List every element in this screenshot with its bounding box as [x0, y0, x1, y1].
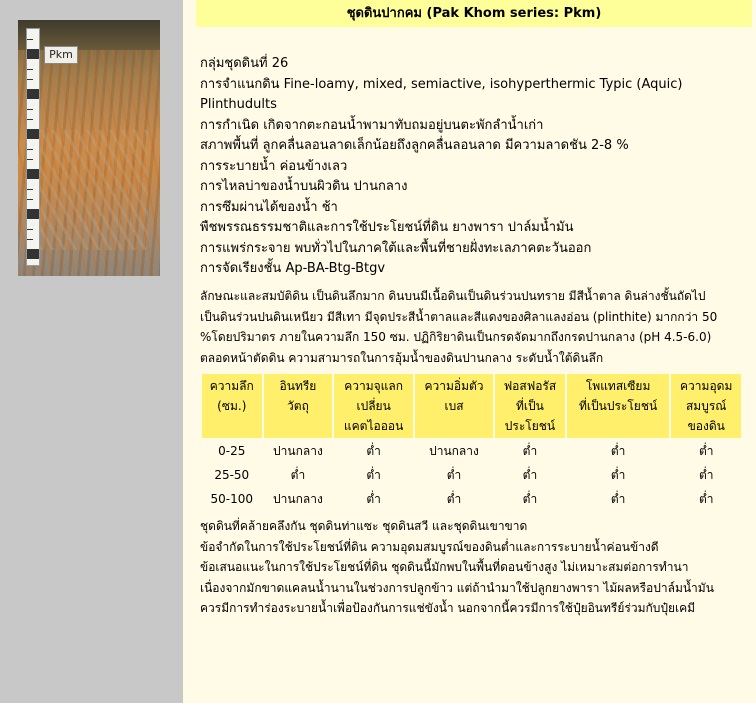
- measuring-tape-icon: [26, 28, 40, 266]
- header-potassium: โพแทสเซียม ที่เป็นประโยชน์: [567, 374, 670, 438]
- table-cell: ต่ำ: [415, 464, 493, 486]
- table-cell: ต่ำ: [671, 440, 741, 462]
- table-cell: ต่ำ: [415, 488, 493, 510]
- left-panel: [0, 0, 183, 703]
- table-cell: ปานกลาง: [415, 440, 493, 462]
- table-cell: ต่ำ: [495, 464, 565, 486]
- description-line: เป็นดินร่วนปนดินเหนียว มีสีเทา มีจุดประสีน้ำตาลและสีแดงของศิลาแลงอ่อน (plinthite) มากกว่า 50: [200, 309, 718, 324]
- info-line: การซึมผ่านได้ของน้ำ ช้า: [200, 199, 338, 215]
- table-cell: ต่ำ: [264, 464, 333, 486]
- info-line: การจัดเรียงชั้น Ap-BA-Btg-Btgv: [200, 261, 386, 276]
- plinthite-mottles: [28, 130, 148, 250]
- description-line: %โดยปริมาตร ภายในความลึก 150 ซม. ปฏิกิริยาดินเป็นกรดจัดมากถึงกรดปานกลาง (pH 4.5-6.0): [200, 330, 712, 344]
- table-cell: ต่ำ: [567, 464, 670, 486]
- table-cell: ต่ำ: [567, 488, 670, 510]
- notes-line: ข้อเสนอแนะในการใช้ประโยชน์ที่ดิน ชุดดินนี้มักพบในพื้นที่ดอนข้างสูง ไม่เหมาะสมต่อการทำนา: [200, 560, 689, 574]
- table-cell: ต่ำ: [671, 464, 741, 486]
- table-cell: ต่ำ: [334, 488, 413, 510]
- table-cell: 25-50: [202, 464, 262, 486]
- header-phosphorus: ฟอสฟอรัส ที่เป็น ประโยชน์: [495, 374, 565, 438]
- table-cell: ปานกลาง: [264, 440, 333, 462]
- table-cell: ต่ำ: [567, 440, 670, 462]
- table-row: [202, 464, 741, 486]
- page-title: ชุดดินปากคม (Pak Khom series: Pkm): [196, 0, 752, 27]
- description-line: ลักษณะและสมบัติดิน เป็นดินลึกมาก ดินบนมีเนื้อดินเป็นดินร่วนปนทราย มีสีน้ำตาล ดินล่างชั้นถัดไป: [200, 289, 706, 303]
- notes-line: ชุดดินที่คล้ายคลึงกัน ชุดดินท่าแซะ ชุดดินสวี และชุดดินเขาขาด: [200, 519, 528, 533]
- header-cec: ความจุแลก เปลี่ยน แคตไอออน: [334, 374, 413, 438]
- header-fertility: ความอุดม สมบูรณ์ ของดิน: [671, 374, 741, 438]
- table-cell: ต่ำ: [495, 488, 565, 510]
- info-line: การแพร่กระจาย พบทั่วไปในภาคใต้และพื้นที่ชายฝั่งทะเลภาคตะวันออก: [200, 240, 592, 256]
- table-cell: 0-25: [202, 440, 262, 462]
- table-header-row: [202, 374, 741, 438]
- soil-notes: [200, 516, 752, 619]
- table-cell: ต่ำ: [495, 440, 565, 462]
- header-base-saturation: ความอิ่มตัว เบส: [415, 374, 493, 438]
- header-organic-matter: อินทรีย วัตถุ: [264, 374, 333, 438]
- table-cell: ต่ำ: [334, 440, 413, 462]
- table-row: [202, 488, 741, 510]
- table-cell: ต่ำ: [334, 464, 413, 486]
- description-line: ตลอดหน้าตัดดิน ความสามารถในการอุ้มน้ำของดินปานกลาง ระดับน้ำใต้ดินลึก: [200, 350, 604, 365]
- info-line: การระบายน้ำ ค่อนข้างเลว: [200, 158, 348, 174]
- info-line: พืชพรรณธรรมชาติและการใช้ประโยชน์ที่ดิน ยางพารา ปาล์มน้ำมัน: [200, 220, 574, 235]
- notes-line: ข้อจำกัดในการใช้ประโยชน์ที่ดิน ความอุดมสมบูรณ์ของดินต่ำและการระบายน้ำค่อนข้างดี: [200, 539, 659, 554]
- main-content: [183, 0, 756, 703]
- table-cell: ต่ำ: [671, 488, 741, 510]
- info-line: กลุ่มชุดดินที่ 26: [200, 56, 289, 71]
- table-cell: 50-100: [202, 488, 262, 510]
- info-line: การไหลบ่าของน้ำบนผิวดิน ปานกลาง: [200, 179, 408, 194]
- table-cell: ปานกลาง: [264, 488, 333, 510]
- photo-series-label: Pkm: [44, 46, 78, 64]
- info-line: สภาพพื้นที่ ลูกคลื่นลอนลาดเล็กน้อยถึงลูกคลื่นลอนลาด มีความลาดชัน 2-8 %: [200, 138, 629, 153]
- table-row: [202, 440, 741, 462]
- soil-info-list: [200, 54, 752, 280]
- notes-line: เนื่องจากมักขาดแคลนน้ำนานในช่วงการปลูกข้าว แต่ถ้านำมาใช้ปลูกยางพารา ไม้ผลหรือปาล์มน้ำมัน: [200, 580, 714, 595]
- soil-profile-photo: [18, 20, 160, 276]
- info-line: Plinthudults: [200, 97, 277, 112]
- header-depth: ความลึก (ซม.): [202, 374, 262, 438]
- info-line: การกำเนิด เกิดจากตะกอนน้ำพามาทับถมอยู่บนตะพักลำน้ำเก่า: [200, 117, 544, 133]
- soil-description: [200, 286, 752, 368]
- soil-properties-table: [200, 372, 743, 512]
- notes-line: ควรมีการทำร่องระบายน้ำเพื่อป้องกันการแช่ขังน้ำ นอกจากนี้ควรมีการใช้ปุ๋ยอินทรีย์ร่วมกับปุ๋ยเคมี: [200, 601, 696, 615]
- info-line: การจำแนกดิน Fine-loamy, mixed, semiactive, isohyperthermic Typic (Aquic): [200, 76, 683, 92]
